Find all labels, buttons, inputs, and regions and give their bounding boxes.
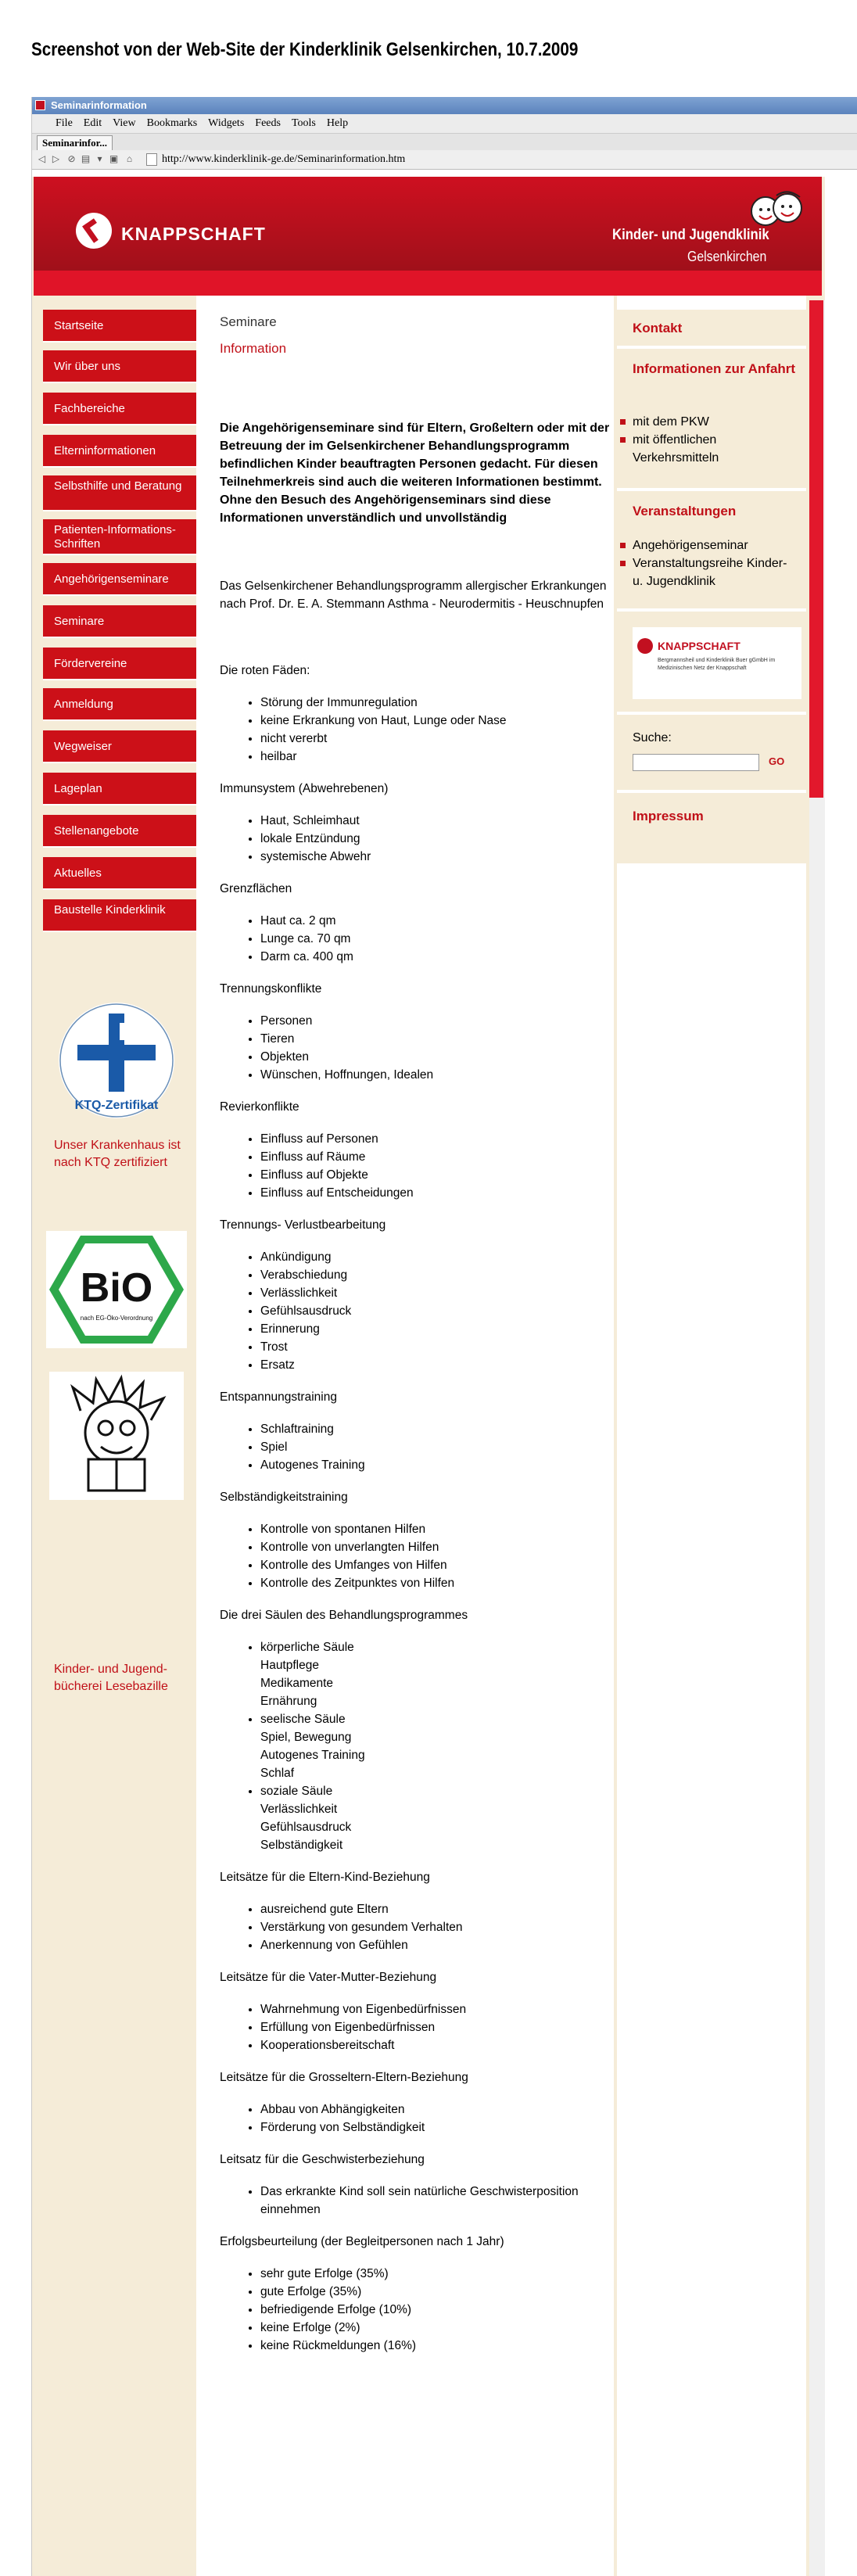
menu-help[interactable]: Help bbox=[326, 117, 349, 129]
banner-logo-text[interactable]: KNAPPSCHAFT bbox=[121, 224, 266, 244]
list-item: • systemische Abwehr bbox=[260, 848, 611, 866]
search-go-button[interactable]: GO bbox=[769, 755, 785, 767]
section-list bbox=[220, 2183, 611, 2219]
list-item: • heilbar bbox=[260, 748, 611, 766]
impressum-link[interactable]: Impressum bbox=[633, 809, 704, 823]
list-item: • Störung der Immunregulation bbox=[260, 694, 611, 712]
search-label: Suche: bbox=[633, 731, 672, 744]
veranstaltungen-item[interactable]: Angehörigenseminar bbox=[633, 536, 797, 554]
site-banner bbox=[34, 177, 822, 271]
back-icon[interactable]: ◁ bbox=[38, 153, 46, 164]
list-item: • Autogenes Training bbox=[260, 1456, 611, 1474]
section-list bbox=[220, 2000, 611, 2054]
menu-file[interactable]: File bbox=[56, 117, 73, 129]
children-faces-icon bbox=[742, 189, 812, 231]
section-list bbox=[220, 2101, 611, 2137]
list-item: • Einfluss auf Objekte bbox=[260, 1166, 611, 1184]
kontakt-box bbox=[617, 310, 806, 346]
section-title: Grenzflächen bbox=[220, 882, 292, 895]
section-title: Die roten Fäden: bbox=[220, 664, 310, 677]
nav-item[interactable]: Fachbereiche bbox=[43, 393, 196, 425]
knappschaft-logo[interactable] bbox=[633, 627, 801, 699]
list-item: • Kontrolle des Zeitpunktes von Hilfen bbox=[260, 1574, 611, 1592]
section-title: Selbständigkeitstraining bbox=[220, 1491, 348, 1504]
address-url: http://www.kinderklinik-ge.de/Seminarinformation.htm bbox=[162, 153, 406, 165]
section-title: Leitsatz für die Geschwisterbeziehung bbox=[220, 2153, 425, 2166]
tab-bar bbox=[32, 133, 857, 151]
ktq-caption[interactable]: Unser Krankenhaus ist nach KTQ zertifiziert bbox=[54, 1139, 181, 1169]
list-item: • Gefühlsausdruck bbox=[260, 1302, 611, 1320]
dropdown-icon[interactable]: ▾ bbox=[97, 153, 102, 164]
list-item: • Abbau von Abhängigkeiten bbox=[260, 2101, 611, 2119]
print-icon[interactable]: ▣ bbox=[109, 153, 119, 164]
section-title: Trennungs- Verlustbearbeitung bbox=[220, 1218, 386, 1232]
forward-icon[interactable]: ▷ bbox=[52, 153, 60, 164]
list-item: • seelische Säule Spiel, Bewegung Autogenes Training Schlaf bbox=[260, 1710, 611, 1782]
ktq-seal-icon[interactable] bbox=[56, 999, 177, 1132]
section-title: Trennungskonflikte bbox=[220, 982, 322, 996]
list-item: • Kontrolle von unverlangten Hilfen bbox=[260, 1538, 611, 1556]
section-title: Erfolgsbeurteilung (der Begleitpersonen nach 1 Jahr) bbox=[220, 2235, 504, 2248]
left-navigation bbox=[34, 296, 195, 2576]
list-item: • Einfluss auf Entscheidungen bbox=[260, 1184, 611, 1202]
list-item: • Kooperationsbereitschaft bbox=[260, 2036, 611, 2054]
menu-bookmarks[interactable]: Bookmarks bbox=[146, 117, 198, 129]
page-subheading: Information bbox=[220, 341, 287, 356]
knappschaft-logo-icon[interactable] bbox=[76, 213, 112, 249]
bullet-icon bbox=[620, 437, 626, 443]
stop-icon[interactable]: ⊘ bbox=[67, 153, 76, 164]
veranstaltungen-item[interactable]: Veranstaltungsreihe Kinder- u. Jugendklinik bbox=[633, 554, 797, 590]
anfahrt-item[interactable]: mit dem PKW bbox=[633, 413, 789, 431]
list-item: • Ersatz bbox=[260, 1356, 611, 1374]
list-item: • Trost bbox=[260, 1338, 611, 1356]
section-title: Die drei Säulen des Behandlungsprogrammes bbox=[220, 1609, 468, 1622]
list-item: • ausreichend gute Eltern bbox=[260, 1900, 611, 1918]
nav-item[interactable]: Selbsthilfe und Beratung bbox=[43, 475, 196, 511]
menu-view[interactable]: View bbox=[113, 117, 136, 129]
list-item: • Schlaftraining bbox=[260, 1420, 611, 1438]
list-item: • Das erkrankte Kind soll sein natürliche Geschwisterposition einnehmen bbox=[260, 2183, 611, 2219]
nav-item[interactable]: Baustelle Kinderklinik bbox=[43, 899, 196, 932]
impressum-box bbox=[617, 793, 806, 863]
menu-bar bbox=[32, 114, 857, 133]
kontakt-link[interactable]: Kontakt bbox=[633, 321, 683, 335]
nav-item[interactable]: Lageplan bbox=[43, 773, 196, 805]
address-bar[interactable] bbox=[146, 152, 405, 167]
section-title: Entspannungstraining bbox=[220, 1390, 337, 1404]
page-caption: Screenshot von der Web-Site der Kinderklinik Gelsenkirchen, 10.7.2009 bbox=[31, 39, 579, 60]
list-item: • keine Erkrankung von Haut, Lunge oder Nase bbox=[260, 712, 611, 730]
bullet-icon bbox=[620, 561, 626, 566]
nav-item[interactable]: Stellenangebote bbox=[43, 815, 196, 848]
list-item: • Kontrolle des Umfanges von Hilfen bbox=[260, 1556, 611, 1574]
section-list bbox=[220, 2265, 611, 2355]
banner-stripe bbox=[34, 271, 822, 296]
section-list bbox=[220, 1900, 611, 1954]
section-title: Leitsätze für die Grosseltern-Eltern-Beziehung bbox=[220, 2071, 468, 2084]
clinic-city: Gelsenkirchen bbox=[687, 249, 767, 264]
nav-item[interactable]: Startseite bbox=[43, 310, 196, 343]
website bbox=[32, 177, 825, 2576]
navigation-toolbar bbox=[32, 150, 857, 170]
section-list bbox=[220, 1248, 611, 1374]
section-list bbox=[220, 812, 611, 866]
browser-tab[interactable]: Seminarinfor... bbox=[37, 135, 113, 151]
list-item: • soziale Säule Verlässlichkeit Gefühlsausdruck Selbständigkeit bbox=[260, 1782, 611, 1854]
menu-tools[interactable]: Tools bbox=[291, 117, 316, 129]
list-item: • Haut, Schleimhaut bbox=[260, 812, 611, 830]
nav-item[interactable]: Seminare bbox=[43, 605, 196, 638]
search-box bbox=[617, 715, 806, 790]
list-item: • Einfluss auf Personen bbox=[260, 1130, 611, 1148]
knappschaft-logo-box bbox=[617, 612, 806, 712]
list-item: • keine Rückmeldungen (16%) bbox=[260, 2337, 611, 2355]
window-title: Seminarinformation bbox=[51, 99, 147, 111]
list-item: • Erinnerung bbox=[260, 1320, 611, 1338]
list-item: • Wahrnehmung von Eigenbedürfnissen bbox=[260, 2000, 611, 2018]
knappschaft-small-icon bbox=[637, 638, 653, 654]
veranstaltungen-box bbox=[617, 491, 806, 608]
list-item: • befriedigende Erfolge (10%) bbox=[260, 2301, 611, 2319]
section-list bbox=[220, 912, 611, 966]
page-icon bbox=[146, 153, 157, 166]
list-item: • nicht vererbt bbox=[260, 730, 611, 748]
seminar-sections bbox=[220, 662, 611, 2369]
right-sidebar bbox=[617, 296, 806, 2576]
section-list bbox=[220, 1012, 611, 1084]
nav-item[interactable]: Angehörigenseminare bbox=[43, 563, 196, 596]
nav-item[interactable]: Aktuelles bbox=[43, 857, 196, 890]
nav-item[interactable]: Wir über uns bbox=[43, 350, 196, 383]
knappschaft-subline: Bergmannsheil und Kinderklinik Buer gGmbH im Medizinischen Netz der Knappschaft bbox=[658, 658, 776, 671]
intro-text: Die Angehörigenseminare sind für Eltern, Großeltern oder mit der Betreuung der im Gelsenkirchener Behandlungsprogramm befindlichen Kinder beauftragten Personen gedacht. Für diesen Teilnehmerkreis sind auch die weiteren Informationen bestimmt. Ohne den Besuch des Angehörigenseminars sind diese Informationen unverständlich und unvollständig bbox=[220, 422, 610, 525]
window-icon bbox=[35, 100, 45, 110]
section-list bbox=[220, 1638, 611, 1854]
bullet-icon bbox=[620, 543, 626, 548]
nav-item[interactable]: Anmeldung bbox=[43, 688, 196, 721]
menu-edit[interactable]: Edit bbox=[83, 117, 102, 129]
anfahrt-heading[interactable]: Informationen zur Anfahrt bbox=[633, 361, 796, 376]
main-content bbox=[196, 296, 614, 2576]
clinic-name: Kinder- und Jugendklinik bbox=[612, 227, 769, 243]
menu-feeds[interactable]: Feeds bbox=[255, 117, 281, 129]
bio-siegel-subtext: nach EG-Öko-Verordnung bbox=[80, 1315, 153, 1322]
nav-item[interactable]: Patienten-Informations-Schriften bbox=[43, 519, 196, 555]
program-text: Das Gelsenkirchener Behandlungsprogramm allergischer Erkrankungen nach Prof. Dr. E. A. Stemmann Asthma - Neurodermitis - Heuschnupfen bbox=[220, 579, 607, 611]
nav-item[interactable]: Elterninformationen bbox=[43, 435, 196, 468]
page-menu-icon[interactable]: ▤ bbox=[81, 153, 91, 164]
list-item: • keine Erfolge (2%) bbox=[260, 2319, 611, 2337]
list-item: • Lunge ca. 70 qm bbox=[260, 930, 611, 948]
scrollbar-thumb[interactable] bbox=[809, 300, 823, 798]
section-list bbox=[220, 1520, 611, 1592]
list-item: • Objekten bbox=[260, 1048, 611, 1066]
bullet-icon bbox=[620, 419, 626, 425]
anfahrt-item[interactable]: mit öffentlichen Verkehrsmitteln bbox=[633, 431, 789, 467]
knappschaft-small-logo: KNAPPSCHAFT bbox=[658, 640, 740, 652]
search-input[interactable] bbox=[633, 754, 759, 771]
ktq-seal-text: KTQ-Zertifikat bbox=[74, 1099, 159, 1112]
list-item: • Darm ca. 400 qm bbox=[260, 948, 611, 966]
veranstaltungen-heading[interactable]: Veranstaltungen bbox=[633, 504, 737, 518]
list-item: • Ankündigung bbox=[260, 1248, 611, 1266]
list-item: • Einfluss auf Räume bbox=[260, 1148, 611, 1166]
section-title: Leitsätze für die Vater-Mutter-Beziehung bbox=[220, 1971, 437, 1984]
list-item: • gute Erfolge (35%) bbox=[260, 2283, 611, 2301]
home-icon[interactable]: ⌂ bbox=[126, 153, 133, 164]
list-item: • Anerkennung von Gefühlen bbox=[260, 1936, 611, 1954]
section-title: Leitsätze für die Eltern-Kind-Beziehung bbox=[220, 1871, 430, 1884]
menu-widgets[interactable]: Widgets bbox=[208, 117, 245, 129]
nav-item[interactable]: Fördervereine bbox=[43, 648, 196, 680]
list-item: • Verlässlichkeit bbox=[260, 1284, 611, 1302]
list-item: • lokale Entzündung bbox=[260, 830, 611, 848]
page-heading: Seminare bbox=[220, 314, 277, 329]
section-title: Revierkonflikte bbox=[220, 1100, 299, 1114]
section-list bbox=[220, 1420, 611, 1474]
list-item: • körperliche Säule Hautpflege Medikamente Ernährung bbox=[260, 1638, 611, 1710]
lesebazille-caption[interactable]: Kinder- und Jugend-bücherei Lesebazille bbox=[54, 1663, 168, 1693]
list-item: • Wünschen, Hoffnungen, Idealen bbox=[260, 1066, 611, 1084]
list-item: • Haut ca. 2 qm bbox=[260, 912, 611, 930]
list-item: • Personen bbox=[260, 1012, 611, 1030]
list-item: • Verstärkung von gesundem Verhalten bbox=[260, 1918, 611, 1936]
section-list bbox=[220, 1130, 611, 1202]
browser-window bbox=[31, 97, 857, 2576]
list-item: • Kontrolle von spontanen Hilfen bbox=[260, 1520, 611, 1538]
list-item: • Tieren bbox=[260, 1030, 611, 1048]
list-item: • Erfüllung von Eigenbedürfnissen bbox=[260, 2018, 611, 2036]
window-titlebar bbox=[32, 97, 857, 114]
section-list bbox=[220, 694, 611, 766]
bio-siegel-text: BiO bbox=[80, 1265, 153, 1311]
lesebazille-mascot-icon[interactable] bbox=[49, 1372, 184, 1500]
list-item: • Förderung von Selbständigkeit bbox=[260, 2119, 611, 2137]
nav-item[interactable]: Wegweiser bbox=[43, 730, 196, 763]
list-item: • Spiel bbox=[260, 1438, 611, 1456]
bio-siegel-icon[interactable] bbox=[46, 1231, 187, 1348]
list-item: • sehr gute Erfolge (35%) bbox=[260, 2265, 611, 2283]
list-item: • Verabschiedung bbox=[260, 1266, 611, 1284]
section-title: Immunsystem (Abwehrebenen) bbox=[220, 782, 389, 795]
anfahrt-box bbox=[617, 349, 806, 488]
